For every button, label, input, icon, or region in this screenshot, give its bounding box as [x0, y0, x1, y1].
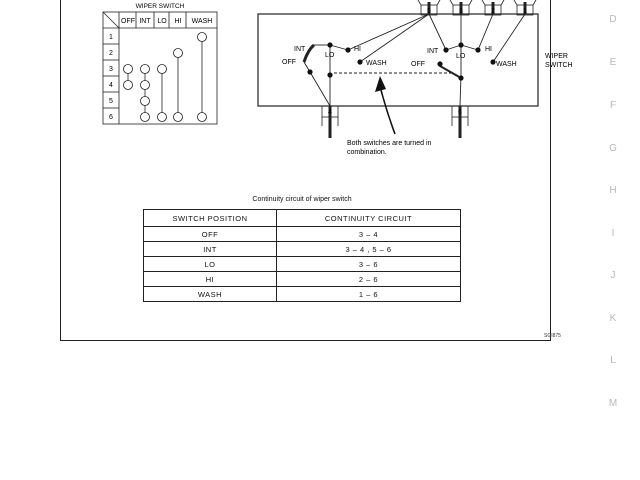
- col-int: INT: [139, 18, 151, 25]
- continuity-table: [143, 209, 461, 302]
- index-letter: I: [611, 228, 615, 239]
- table-row: [144, 257, 461, 272]
- row-label: 6: [109, 114, 113, 121]
- index-letter: M: [608, 398, 618, 409]
- index-letter: E: [609, 57, 617, 68]
- index-letter: F: [609, 100, 617, 111]
- left-off-label: OFF: [282, 59, 296, 66]
- cell-position: OFF: [144, 227, 277, 242]
- index-letter: G: [609, 143, 617, 154]
- right-hi-label: HI: [485, 46, 492, 53]
- switch-matrix: [95, 0, 225, 130]
- index-letter: H: [609, 185, 617, 196]
- right-off-label: OFF: [411, 61, 425, 68]
- continuity-links: [128, 41, 202, 118]
- col-off: OFF: [121, 18, 135, 25]
- cell-position: HI: [144, 272, 277, 287]
- matrix-title: WIPER SWITCH: [135, 3, 185, 10]
- left-wash-label: WASH: [366, 60, 387, 67]
- note-line1: Both switches are turned in: [347, 140, 432, 147]
- left-lo-label: LO: [325, 52, 335, 59]
- col-lo: LO: [157, 18, 167, 25]
- table-row: [144, 272, 461, 287]
- index-letter: K: [609, 313, 617, 324]
- continuity-caption: Continuity circuit of wiper switch: [252, 196, 352, 203]
- row-label: 2: [109, 50, 113, 57]
- contact-circles: [124, 33, 207, 122]
- terminal-3: 3: [459, 8, 463, 15]
- col-wash: WASH: [191, 18, 213, 25]
- terminal-1: 1: [523, 8, 527, 15]
- row-label: 5: [109, 98, 113, 105]
- cell-circuit: 3 – 4: [277, 227, 461, 242]
- wiper-schematic: [250, 0, 580, 165]
- terminal-2: 2: [491, 8, 495, 15]
- cell-circuit: 2 – 6: [277, 272, 461, 287]
- cell-position: LO: [144, 257, 277, 272]
- right-switch: [429, 14, 525, 106]
- figure-code: SGI875: [544, 333, 561, 339]
- cell-circuit: 1 – 6: [277, 287, 461, 302]
- table-row: [144, 242, 461, 257]
- right-wash-label: WASH: [496, 61, 517, 68]
- index-letter: L: [610, 355, 616, 366]
- cell-circuit: 3 – 6: [277, 257, 461, 272]
- terminal-4: 4: [328, 109, 332, 116]
- cell-position: INT: [144, 242, 277, 257]
- left-hi-label: HI: [354, 46, 361, 53]
- index-letter: J: [610, 270, 616, 281]
- switch-name-line2: SWITCH: [545, 62, 573, 69]
- right-lo-label: LO: [456, 53, 466, 60]
- row-label: 1: [109, 34, 113, 41]
- row-label: 3: [109, 66, 113, 73]
- right-int-label: INT: [427, 48, 439, 55]
- cell-position: WASH: [144, 287, 277, 302]
- note-line2: combination.: [347, 149, 387, 156]
- table-header-row: [144, 210, 461, 227]
- table-row: [144, 287, 461, 302]
- header-continuity-circuit: CONTINUITY CIRCUIT: [277, 210, 461, 227]
- header-switch-position: SWITCH POSITION: [144, 210, 277, 227]
- row-label: 4: [109, 82, 113, 89]
- terminal-5: 5: [427, 8, 431, 15]
- combination-arrow: [375, 76, 395, 134]
- terminal-6: 6: [458, 109, 462, 116]
- switch-name-line1: WIPER: [545, 53, 568, 60]
- left-int-label: INT: [294, 46, 306, 53]
- index-letter: D: [609, 14, 617, 25]
- table-row: [144, 227, 461, 242]
- col-hi: HI: [174, 18, 182, 25]
- cell-circuit: 3 – 4 , 5 – 6: [277, 242, 461, 257]
